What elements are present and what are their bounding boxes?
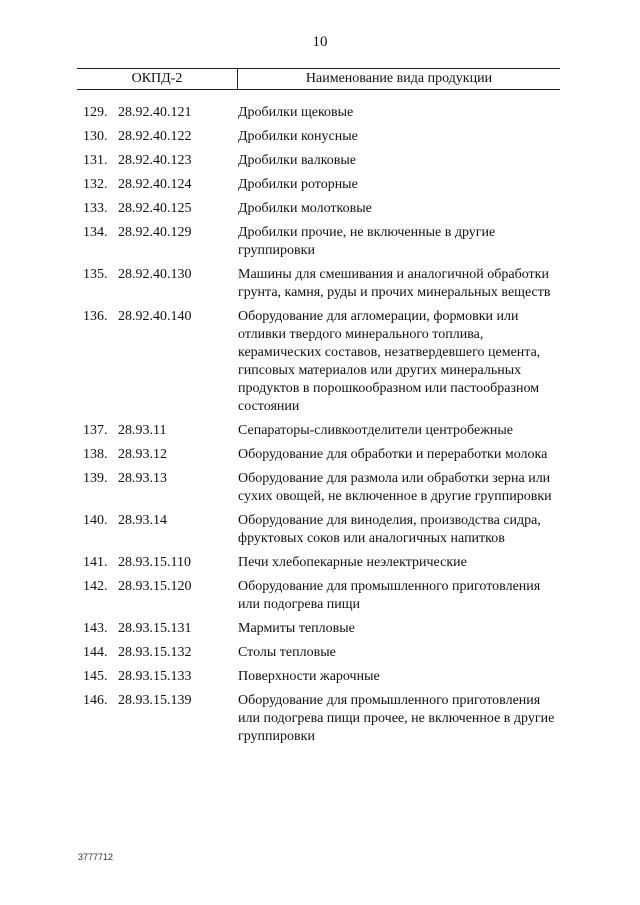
row-code: 28.92.40.124 — [118, 177, 192, 192]
document-id: 3777712 — [78, 852, 114, 862]
row-name: Дробилки валковые — [238, 153, 357, 168]
table-row — [0, 266, 640, 302]
row-name: Столы тепловые — [238, 645, 336, 660]
table-row — [0, 224, 640, 260]
row-number: 129. — [83, 105, 108, 120]
table-row — [0, 470, 640, 506]
row-number: 142. — [83, 579, 108, 594]
row-name: Оборудование для промышленного приготовления или подогрева пищи прочее, не включенное в другие группировки — [238, 693, 555, 744]
table-row — [0, 644, 640, 662]
row-name: Дробилки роторные — [238, 177, 358, 192]
row-code: 28.93.15.110 — [118, 555, 191, 570]
row-name: Печи хлебопекарные неэлектрические — [238, 555, 467, 570]
row-name: Оборудование для размола или обработки зерна или сухих овощей, не включенное в другие группировки — [238, 471, 552, 504]
table-row — [0, 446, 640, 464]
row-code: 28.92.40.130 — [118, 267, 192, 282]
row-code: 28.92.40.140 — [118, 309, 192, 324]
table-row — [0, 512, 640, 548]
row-name: Поверхности жарочные — [238, 669, 380, 684]
row-number: 134. — [83, 225, 108, 240]
row-code: 28.93.11 — [118, 423, 167, 438]
row-number: 133. — [83, 201, 108, 216]
table-row — [0, 128, 640, 146]
table-row — [0, 554, 640, 572]
table-row — [0, 668, 640, 686]
row-code: 28.92.40.129 — [118, 225, 192, 240]
table-row — [0, 200, 640, 218]
row-code: 28.93.15.139 — [118, 693, 192, 708]
table-row — [0, 104, 640, 122]
row-number: 146. — [83, 693, 108, 708]
row-number: 130. — [83, 129, 108, 144]
row-code: 28.93.15.120 — [118, 579, 192, 594]
row-code: 28.93.14 — [118, 513, 167, 528]
row-name: Дробилки молотковые — [238, 201, 372, 216]
row-code: 28.92.40.121 — [118, 105, 192, 120]
row-code: 28.92.40.123 — [118, 153, 192, 168]
row-number: 145. — [83, 669, 108, 684]
table-row — [0, 692, 640, 746]
row-code: 28.93.15.131 — [118, 621, 192, 636]
table-row — [0, 152, 640, 170]
table-row — [0, 422, 640, 440]
row-name: Машины для смешивания и аналогичной обработки грунта, камня, руды и прочих минеральных веществ — [238, 267, 551, 300]
row-number: 132. — [83, 177, 108, 192]
row-name: Мармиты тепловые — [238, 621, 355, 636]
header-name: Наименование вида продукции — [305, 71, 493, 86]
row-name: Сепараторы-сливкоотделители центробежные — [238, 423, 513, 438]
row-number: 143. — [83, 621, 108, 636]
row-name: Оборудование для промышленного приготовления или подогрева пищи — [238, 579, 541, 612]
row-name: Дробилки щековые — [238, 105, 354, 120]
row-name: Дробилки конусные — [238, 129, 358, 144]
row-code: 28.93.15.133 — [118, 669, 192, 684]
row-code: 28.92.40.125 — [118, 201, 192, 216]
table-body — [0, 104, 640, 752]
row-number: 131. — [83, 153, 108, 168]
row-name: Оборудование для виноделия, производства сидра, фруктовых соков или аналогичных напитков — [238, 513, 541, 546]
row-name: Оборудование для обработки и переработки молока — [238, 447, 548, 462]
row-code: 28.93.12 — [118, 447, 167, 462]
row-number: 140. — [83, 513, 108, 528]
row-name: Оборудование для агломерации, формовки или отливки твердого минерального топлива, керамических составов, незатвердевшего цемента, гипсовых материалов или других минеральных продуктов в порошкообразном или пастообразном состоянии — [238, 309, 541, 414]
page-number: 10 — [312, 34, 328, 50]
row-number: 141. — [83, 555, 108, 570]
table-row — [0, 620, 640, 638]
row-number: 135. — [83, 267, 108, 282]
row-number: 139. — [83, 471, 108, 486]
table-row — [0, 308, 640, 416]
row-number: 137. — [83, 423, 108, 438]
table-header — [77, 68, 560, 90]
header-code: ОКПД-2 — [77, 69, 238, 89]
row-name: Дробилки прочие, не включенные в другие группировки — [238, 225, 496, 258]
row-code: 28.93.15.132 — [118, 645, 192, 660]
row-number: 136. — [83, 309, 108, 324]
row-code: 28.93.13 — [118, 471, 167, 486]
row-number: 138. — [83, 447, 108, 462]
row-code: 28.92.40.122 — [118, 129, 192, 144]
table-row — [0, 578, 640, 614]
row-number: 144. — [83, 645, 108, 660]
table-row — [0, 176, 640, 194]
